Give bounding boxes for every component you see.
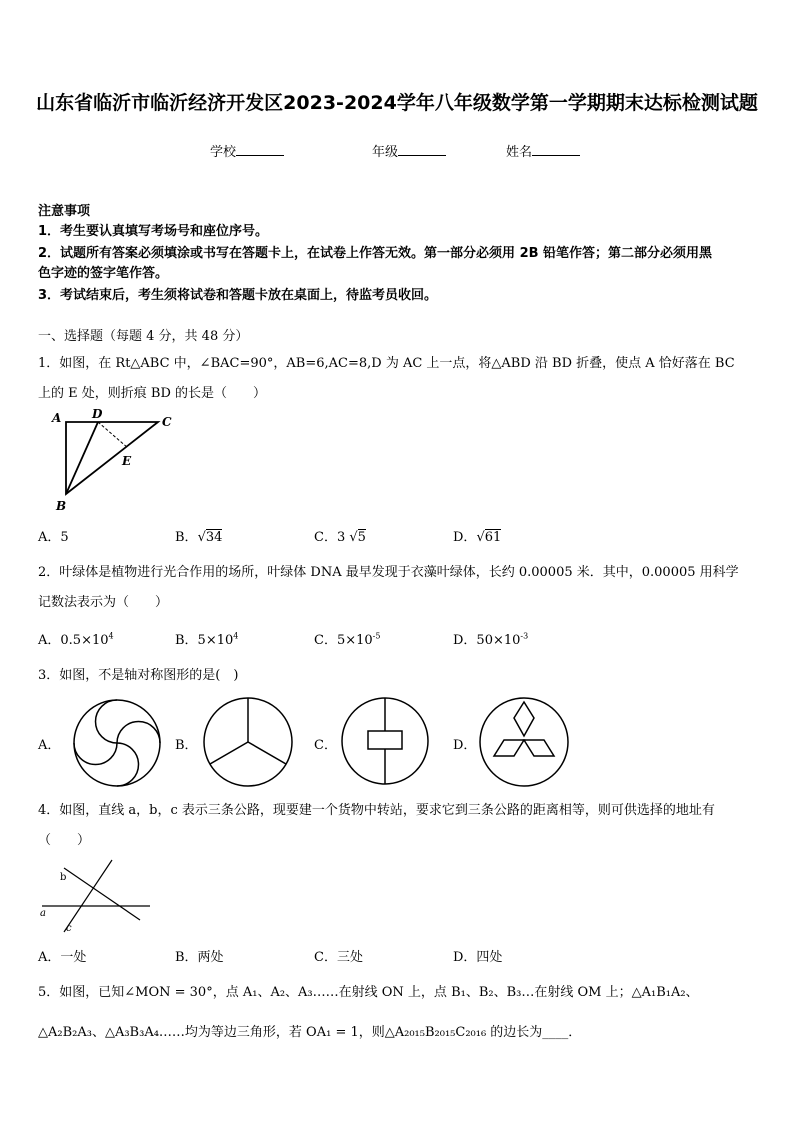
q1-c-prefix: C．3 xyxy=(314,530,346,545)
sqrt-icon: √ xyxy=(476,530,485,545)
line-a-label: a xyxy=(40,908,46,919)
q2-line2: 记数法表示为（ ） xyxy=(38,595,169,610)
q2-line1: 2．叶绿体是植物进行光合作用的场所，叶绿体 DNA 最早发现于衣藻叶绿体，长约 0.00005 米．其中，0.00005 用科学 xyxy=(38,565,739,580)
q2-b-exp: 4 xyxy=(233,631,239,641)
label-A: A xyxy=(52,411,62,425)
q1-d-radicand: 61 xyxy=(484,530,502,545)
q1-b-prefix: B． xyxy=(175,530,198,545)
note-2a: 2．试题所有答案必须填涂或书写在答题卡上，在试卷上作答无效。第一部分必须用 2B 铅笔作答；第二部分必须用黑 xyxy=(38,246,713,261)
q3-figure-d xyxy=(478,696,570,788)
q1-line2: 上的 E 处，则折痕 BD 的长是（ ） xyxy=(38,386,266,401)
q4-line1: 4．如图，直线 a，b，c 表示三条公路，现要建一个货物中转站，要求它到三条公路的距离相等，则可供选择的地址有 xyxy=(38,803,715,818)
q4-option-d: D．四处 xyxy=(453,950,503,965)
q1-option-b xyxy=(175,526,222,545)
q3-figure-b xyxy=(202,696,294,788)
school-label: 学校 xyxy=(210,145,237,160)
grade-label: 年级 xyxy=(372,145,399,160)
label-B: B xyxy=(56,499,67,513)
grade-blank xyxy=(398,143,446,156)
q2-option-b xyxy=(175,629,238,648)
label-E: E xyxy=(122,454,132,468)
name-blank xyxy=(532,143,580,156)
q4-figure xyxy=(34,856,154,936)
q1-figure xyxy=(44,406,184,514)
grade-field xyxy=(372,141,446,160)
line-b-label: b xyxy=(60,872,67,883)
q2-d-base: D．50×10 xyxy=(453,633,521,648)
q1-c-radicand: 5 xyxy=(357,530,366,545)
q2-c-exp: -5 xyxy=(372,631,381,641)
q3-figure-c xyxy=(340,696,430,786)
school-field xyxy=(210,141,284,160)
q2-option-c xyxy=(314,629,380,648)
q2-option-d xyxy=(453,629,528,648)
q2-b-base: B．5×10 xyxy=(175,633,234,648)
sqrt-icon: √ xyxy=(197,530,206,545)
line-c-label: c xyxy=(66,923,72,934)
q1-b-radicand: 34 xyxy=(205,530,223,545)
q1-option-d xyxy=(453,526,501,545)
q2-option-a xyxy=(38,629,114,648)
q3-option-d-label: D． xyxy=(453,738,477,753)
q2-d-exp: -3 xyxy=(520,631,529,641)
q2-a-base: A．0.5×10 xyxy=(38,633,109,648)
q4-line2: （ ） xyxy=(38,833,91,848)
note-2b: 色字迹的签字笔作答。 xyxy=(38,266,169,281)
page-title: 山东省临沂市临沂经济开发区2023-2024学年八年级数学第一学期期末达标检测试题 xyxy=(36,92,758,114)
q2-c-base: C．5×10 xyxy=(314,633,373,648)
q3-figure-a xyxy=(72,698,162,788)
sqrt-icon: √ xyxy=(349,530,358,545)
note-1: 1．考生要认真填写考场号和座位序号。 xyxy=(38,224,269,239)
q5-line1: 5．如图，已知∠MON = 30°，点 A₁、A₂、A₃……在射线 ON 上，点 B₁、B₂、B₃…在射线 OM 上；△A₁B₁A₂、 xyxy=(38,985,699,1000)
label-D: D xyxy=(92,407,103,421)
q4-option-b: B．两处 xyxy=(175,950,224,965)
school-blank xyxy=(236,143,284,156)
q4-option-c: C．三处 xyxy=(314,950,363,965)
section-heading: 一、选择题（每题 4 分，共 48 分） xyxy=(38,329,249,344)
q5-line2: △A₂B₂A₃、△A₃B₃A₄……均为等边三角形，若 OA₁ = 1，则△A₂₀₁₅B₂₀₁₅C₂₀₁₆ 的边长为____． xyxy=(38,1025,582,1040)
q3-option-b-label: B． xyxy=(175,738,198,753)
name-label: 姓名 xyxy=(506,145,533,160)
q4-option-a: A．一处 xyxy=(38,950,87,965)
q3-option-a-label: A． xyxy=(38,738,61,753)
q2-a-exp: 4 xyxy=(108,631,114,641)
notes-heading: 注意事项 xyxy=(38,204,91,219)
q1-option-a: A．5 xyxy=(38,530,69,545)
label-C: C xyxy=(162,415,172,429)
q1-d-prefix: D． xyxy=(453,530,477,545)
q3-line1: 3．如图，不是轴对称图形的是( ) xyxy=(38,668,239,683)
note-3: 3．考试结束后，考生须将试卷和答题卡放在桌面上，待监考员收回。 xyxy=(38,288,438,303)
name-field xyxy=(506,141,580,160)
q1-line1: 1．如图，在 Rt△ABC 中，∠BAC=90°，AB=6,AC=8,D 为 AC 上一点，将△ABD 沿 BD 折叠，使点 A 恰好落在 BC xyxy=(38,356,735,371)
q1-option-c xyxy=(314,526,366,545)
q3-option-c-label: C． xyxy=(314,738,337,753)
